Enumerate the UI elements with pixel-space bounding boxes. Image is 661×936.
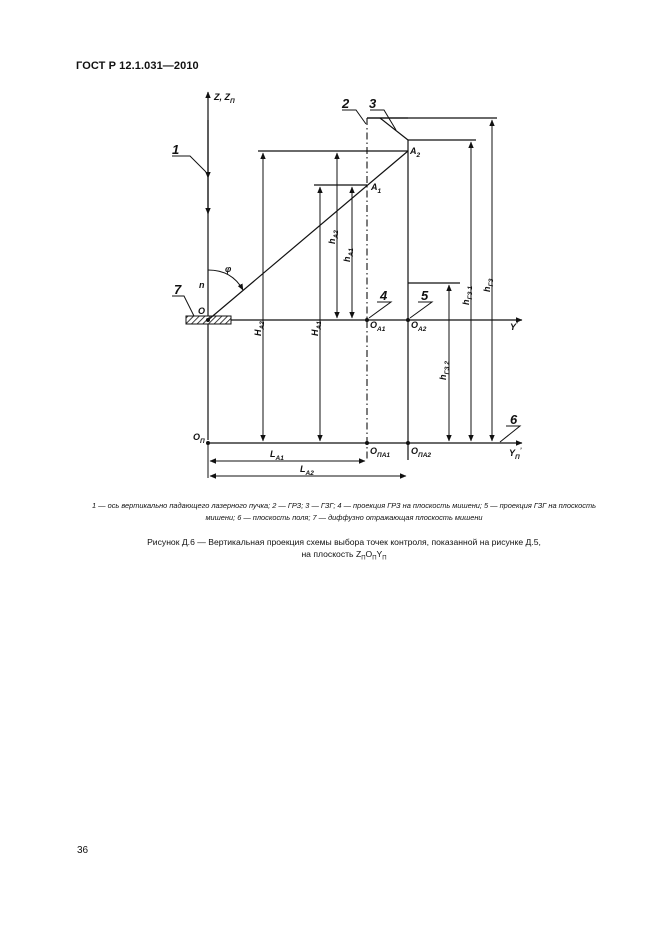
- leader-6: [500, 426, 520, 442]
- point-opa2: [406, 441, 410, 445]
- label-opa2: $O_{ПА2}$: [411, 446, 431, 459]
- figure-legend: 1 — ось вертикально падающего лазерного пучка; 2 — ГРЗ; 3 — ГЗГ; 4 — проекция ГРЗ на плоскость мишени; 5 — проекция ГЗГ на плоскость мишени; 6 — плоскость поля; 7 — диффузно отражающая плоскость мишени: [91, 501, 596, 522]
- leader-4: [369, 302, 391, 318]
- label-opa1: $O_{ПА1}$: [370, 446, 390, 459]
- leader-num-7: 7: [174, 282, 182, 297]
- label-hA2: $h_{A2}$: [327, 230, 340, 244]
- y-axis-label: $Y^ʼ$: [510, 321, 518, 332]
- point-oa1: [365, 318, 369, 322]
- label-HA1: $H_{A1}$: [310, 321, 323, 336]
- leader-1: [172, 156, 206, 172]
- caption-line-2: на плоскость $Z_ПO_ПY_П$: [301, 549, 387, 562]
- document-header: ГОСТ Р 12.1.031—2010: [76, 60, 199, 72]
- page-number: 36: [77, 845, 89, 856]
- leader-num-6: 6: [510, 412, 518, 427]
- label-hgz2: $h_{ГЗ 2}$: [438, 360, 451, 380]
- point-o: [206, 318, 210, 322]
- z-axis-label: Z, $Z_П$: [214, 92, 235, 105]
- leader-num-4: 4: [380, 288, 388, 303]
- caption-line-1: Рисунок Д.6 — Вертикальная проекция схемы выбора точек контроля, показанной на рисунке Д.5,: [147, 537, 541, 547]
- label-a1: $A_1$: [371, 182, 382, 195]
- label-LA2: $L_{A2}$: [300, 464, 314, 477]
- label-a2: $A_2$: [410, 146, 421, 159]
- label-n: n: [199, 280, 205, 290]
- yp-axis-label: $Y_П^ʼ$: [509, 447, 522, 461]
- leader-5: [410, 302, 432, 318]
- leader-num-5: 5: [421, 288, 429, 303]
- label-oa1: $O_{A1}$: [370, 320, 386, 333]
- leader-num-2: 2: [342, 96, 350, 111]
- point-oa2: [406, 318, 410, 322]
- label-o: O: [198, 306, 206, 316]
- leader-2: [342, 110, 366, 124]
- leader-num-1: 1: [172, 142, 180, 157]
- label-LA1: $L_{A1}$: [270, 449, 284, 462]
- inclined-beam: [208, 151, 408, 320]
- label-hgz: $h_{ГЗ}$: [482, 278, 495, 292]
- leader-num-3: 3: [369, 96, 377, 111]
- label-hA1: $h_{A1}$: [342, 248, 355, 262]
- leader-7: [172, 296, 194, 316]
- figure-caption: [80, 536, 608, 565]
- label-phi: φ: [225, 264, 232, 274]
- label-hgz1: $h_{ГЗ 1}$: [461, 285, 474, 305]
- label-oa2: $O_{A2}$: [411, 320, 427, 333]
- label-HA2: $H_{A2}$: [253, 321, 266, 336]
- point-op: [206, 441, 210, 445]
- gzg-diagonal: [380, 118, 408, 140]
- label-op: $O_П$: [193, 432, 205, 445]
- point-opa1: [365, 441, 369, 445]
